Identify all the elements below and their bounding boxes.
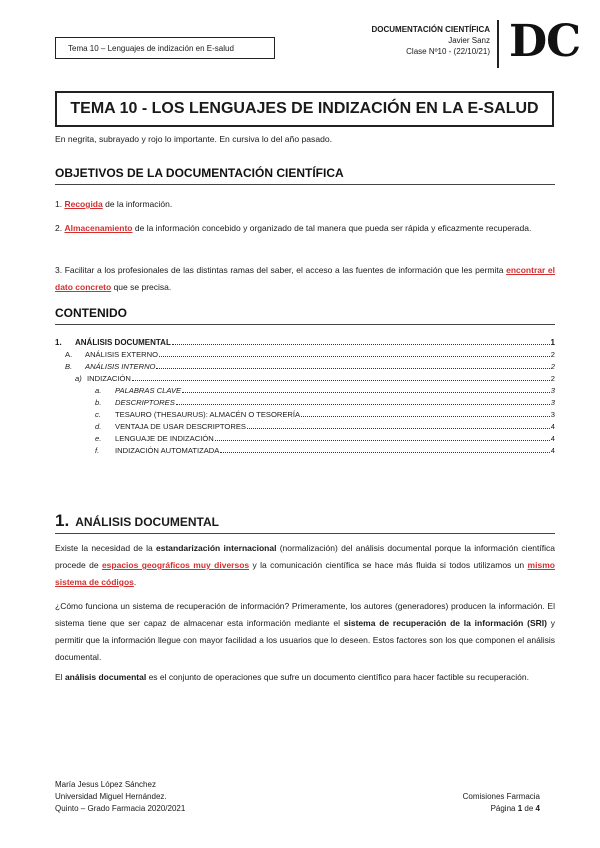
header-divider [497, 20, 499, 68]
toc-leader [176, 403, 550, 405]
toc-entry[interactable] [65, 362, 555, 372]
toc-page: 3 [550, 410, 555, 419]
toc-entry[interactable] [75, 374, 555, 384]
text: de la información concebido y organizado de tal manera que pueda ser rápida y eficazmente recuperada. [134, 223, 532, 233]
toc-page: 2 [550, 350, 555, 359]
toc-num: c. [95, 410, 101, 419]
toc-page: 4 [550, 422, 555, 431]
toc-num: B. [65, 362, 73, 371]
text: ¿Cómo funciona un sistema de recuperación de información? Primeramente, los autores (generadores) producen la información. El sistema tiene que ser capaz de almacenar esta información mediante el [55, 601, 555, 628]
text: es el conjunto de operaciones que sufre un documento científico para hacer factible su recuperación. [148, 672, 529, 682]
text: Existe la necesidad de la [55, 543, 153, 553]
text: (normalización) del análisis documental porque la información científica procede de [55, 543, 555, 570]
paragraph-2 [55, 598, 555, 666]
legend-note: En negrita, subrayado y rojo lo importante. En cursiva lo del año pasado. [55, 134, 333, 144]
toc-leader [172, 343, 550, 345]
text: que se precisa. [113, 282, 172, 292]
section-title: ANÁLISIS DOCUMENTAL [75, 515, 219, 529]
toc-label: VENTAJA DE USAR DESCRIPTORES [115, 422, 246, 431]
total-pages: 4 [535, 804, 540, 813]
text: de la información. [105, 199, 173, 209]
toc-page: 3 [550, 398, 555, 407]
toc-page: 3 [550, 386, 555, 395]
toc-num: f. [95, 446, 100, 455]
toc-entry[interactable] [95, 410, 555, 420]
text: 3. Facilitar a los profesionales de las distintas ramas del saber, el acceso a las fuentes de información que les permita [55, 265, 504, 275]
current-page: 1 [517, 804, 523, 813]
toc-leader [220, 451, 549, 453]
toc-num: A. [65, 350, 73, 359]
toc-num: e. [95, 434, 102, 443]
highlight: Almacenamiento [64, 223, 133, 233]
toc-label: INDIZACIÓN [87, 374, 131, 383]
text: El [55, 672, 63, 682]
item-number: 1. [55, 199, 63, 209]
bold-text: estandarización internacional [156, 543, 277, 553]
toc-label: DESCRIPTORES [115, 398, 175, 407]
highlight: Recogida [64, 199, 103, 209]
university: Universidad Miguel Hernández. [55, 792, 167, 801]
toc-page: 4 [550, 434, 555, 443]
toc-label: PALABRAS CLAVE [115, 386, 182, 395]
doc-type: DOCUMENTACIÓN CIENTÍFICA [371, 25, 490, 34]
toc-leader [247, 427, 550, 429]
page-title: TEMA 10 - LOS LENGUAJES DE INDIZACIÓN EN LA E-SALUD [55, 91, 554, 127]
toc-label: ANÁLISIS EXTERNO [85, 350, 159, 359]
objective-2 [55, 220, 555, 237]
section-1-heading [55, 511, 219, 531]
toc-entry[interactable] [95, 386, 555, 396]
toc-leader [215, 439, 550, 441]
bold-text: análisis documental [64, 672, 147, 682]
toc-page: 1 [550, 338, 555, 347]
class-info: Clase Nº10 - (22/10/21) [406, 47, 490, 56]
item-number: 2. [55, 223, 63, 233]
toc-entry[interactable] [95, 398, 555, 408]
toc-entry[interactable] [95, 434, 555, 444]
contents-heading: CONTENIDO [55, 306, 127, 320]
bold-text: sistema de recuperación de la información (SRI) [343, 618, 547, 628]
divider [55, 324, 555, 325]
toc-entry[interactable] [95, 446, 555, 456]
text: y la comunicación científica se hace más fluida si todos utilizamos un [252, 560, 525, 570]
text: y permitir que la información llegue con mayor facilidad a los usuarios que lo deseen. Estos factores son los que componen el análisis documental. [55, 618, 555, 662]
toc-leader [156, 367, 549, 369]
objectives-heading: OBJETIVOS DE LA DOCUMENTACIÓN CIENTÍFICA [55, 166, 344, 180]
toc-entry[interactable] [55, 338, 555, 348]
toc-num: b. [95, 398, 102, 407]
text: Página [490, 804, 516, 813]
toc-page: 2 [550, 362, 555, 371]
toc-label: INDIZACIÓN AUTOMATIZADA [115, 446, 220, 455]
toc-num: d. [95, 422, 102, 431]
toc-leader [301, 415, 550, 417]
toc-num: 1. [55, 338, 62, 347]
toc-leader [132, 379, 550, 381]
dc-logo: DC [509, 16, 581, 67]
text: de [524, 804, 534, 813]
toc-leader [182, 391, 550, 393]
committee: Comisiones Farmacia [462, 792, 540, 801]
toc-entry[interactable] [65, 350, 555, 360]
course: Quinto – Grado Farmacia 2020/2021 [55, 804, 186, 813]
objective-3 [55, 262, 555, 296]
highlight: encontrar el dato concreto [55, 265, 555, 292]
toc-label: ANÁLISIS DOCUMENTAL [75, 338, 171, 347]
author-name: María Jesus López Sánchez [55, 780, 156, 789]
footer-right [463, 791, 540, 815]
author: Javier Sanz [448, 36, 490, 45]
text: . [133, 577, 137, 587]
footer-left [55, 779, 185, 815]
header-info [371, 24, 490, 57]
toc-entry[interactable] [95, 422, 555, 432]
toc-leader [159, 355, 550, 357]
topic-label: Tema 10 – Lenguajes de indización en E-salud [55, 37, 275, 59]
toc-label: LENGUAJE DE INDIZACIÓN [115, 434, 214, 443]
toc-label: ANÁLISIS INTERNO [85, 362, 156, 371]
paragraph-3 [55, 669, 555, 686]
toc-page: 4 [550, 446, 555, 455]
table-of-contents [55, 338, 555, 456]
toc-page: 2 [550, 374, 555, 383]
section-number: 1. [55, 511, 70, 530]
divider [55, 533, 555, 534]
toc-label: TESAURO (THESAURUS): ALMACÉN O TESORERÍA [115, 410, 301, 419]
page-number [463, 803, 540, 815]
objective-1 [55, 196, 555, 213]
highlight: mismo sistema de códigos [55, 560, 555, 587]
highlight: espacios geográficos muy diversos [101, 560, 250, 570]
toc-num: a. [95, 386, 102, 395]
toc-num: a) [75, 374, 82, 383]
paragraph-1 [55, 540, 555, 591]
divider [55, 184, 555, 185]
